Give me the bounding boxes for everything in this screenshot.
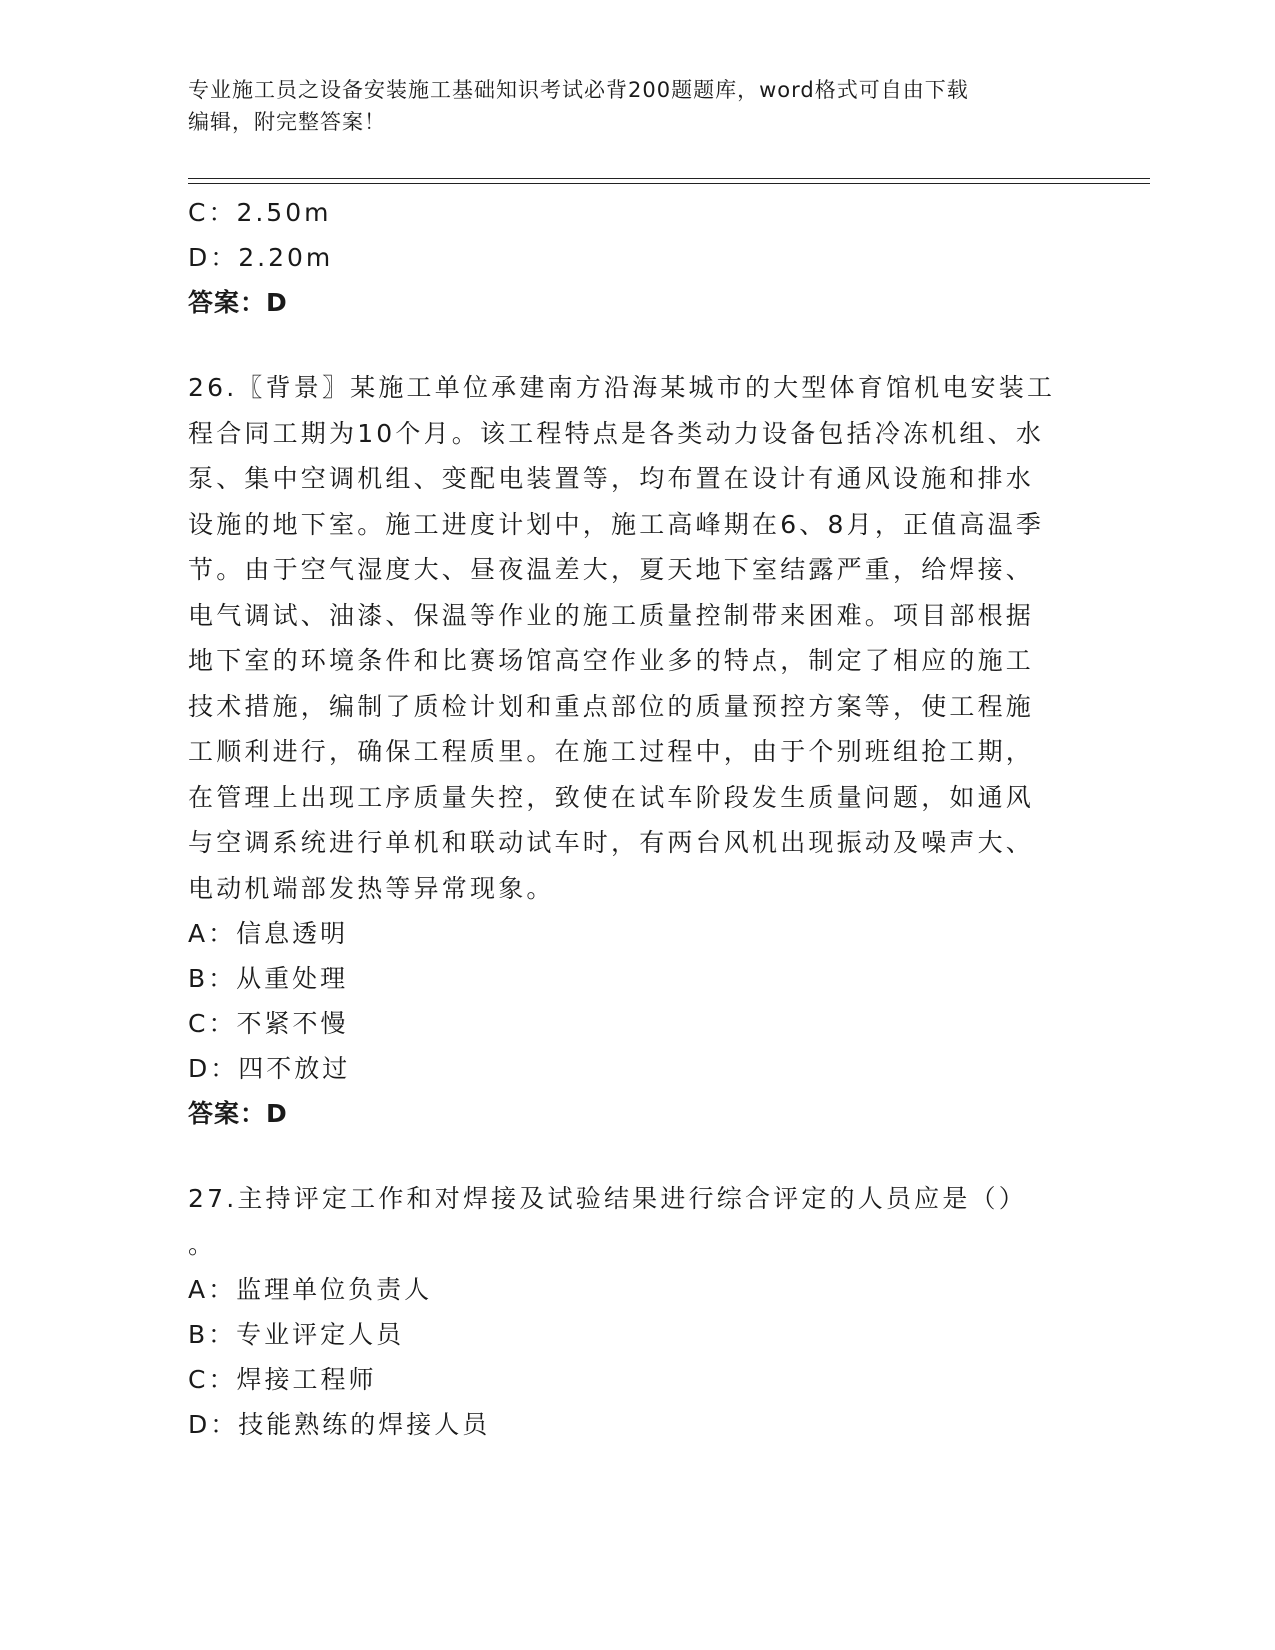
answer-label: 答案：D bbox=[188, 1099, 288, 1128]
question-text-line: 电动机端部发热等异常现象。 bbox=[188, 873, 555, 903]
option-a: A：监理单位负责人 bbox=[188, 1275, 433, 1304]
option-c: C：2.50m bbox=[188, 198, 332, 227]
prev-question-block bbox=[188, 190, 1088, 325]
header-line-2: 编辑，附完整答案！ bbox=[188, 110, 386, 134]
question-26 bbox=[188, 365, 1088, 1136]
document-body bbox=[188, 190, 1088, 1447]
option-b: B：专业评定人员 bbox=[188, 1320, 405, 1349]
document-header bbox=[188, 74, 1088, 138]
header-divider-top bbox=[188, 178, 1150, 179]
question-text-line: 工顺利进行，确保工程质里。在施工过程中，由于个别班组抢工期， bbox=[188, 737, 1035, 766]
answer-label: 答案：D bbox=[188, 288, 288, 317]
question-text-line: 设施的地下室。施工进度计划中，施工高峰期在6、8月，正值高温季 bbox=[188, 509, 1045, 539]
option-d: D：技能熟练的焊接人员 bbox=[188, 1410, 491, 1439]
option-d: D：2.20m bbox=[188, 243, 334, 272]
question-27 bbox=[188, 1176, 1088, 1447]
question-text-line: 技术措施，编制了质检计划和重点部位的质量预控方案等，使工程施 bbox=[188, 691, 1035, 721]
question-text-line: 地下室的环境条件和比赛场馆高空作业多的特点，制定了相应的施工 bbox=[188, 646, 1035, 675]
question-text-line: 程合同工期为10个月。该工程特点是各类动力设备包括冷冻机组、水 bbox=[188, 418, 1045, 448]
question-text-line: 26.〖背景〗某施工单位承建南方沿海某城市的大型体育馆机电安装工 bbox=[188, 373, 1056, 402]
header-divider-bottom bbox=[188, 183, 1150, 184]
question-text-line: 与空调系统进行单机和联动试车时，有两台风机出现振动及噪声大、 bbox=[188, 828, 1035, 857]
question-text-line: 电气调试、油漆、保温等作业的施工质量控制带来困难。项目部根据 bbox=[188, 600, 1035, 630]
header-line-1: 专业施工员之设备安装施工基础知识考试必背200题题库，word格式可自由下载 bbox=[188, 78, 969, 102]
option-d: D：四不放过 bbox=[188, 1054, 351, 1083]
question-text-line: 泵、集中空调机组、变配电装置等，均布置在设计有通风设施和排水 bbox=[188, 464, 1035, 493]
question-text-line: 。 bbox=[188, 1229, 217, 1259]
question-text-line: 节。由于空气湿度大、昼夜温差大，夏天地下室结露严重，给焊接、 bbox=[188, 555, 1035, 584]
option-b: B：从重处理 bbox=[188, 964, 349, 993]
option-a: A：信息透明 bbox=[188, 919, 349, 948]
option-c: C：不紧不慢 bbox=[188, 1009, 349, 1038]
question-text-line: 27.主持评定工作和对焊接及试验结果进行综合评定的人员应是（） bbox=[188, 1184, 1027, 1213]
question-text-line: 在管理上出现工序质量失控，致使在试车阶段发生质量问题，如通风 bbox=[188, 782, 1035, 812]
option-c: C：焊接工程师 bbox=[188, 1365, 377, 1394]
